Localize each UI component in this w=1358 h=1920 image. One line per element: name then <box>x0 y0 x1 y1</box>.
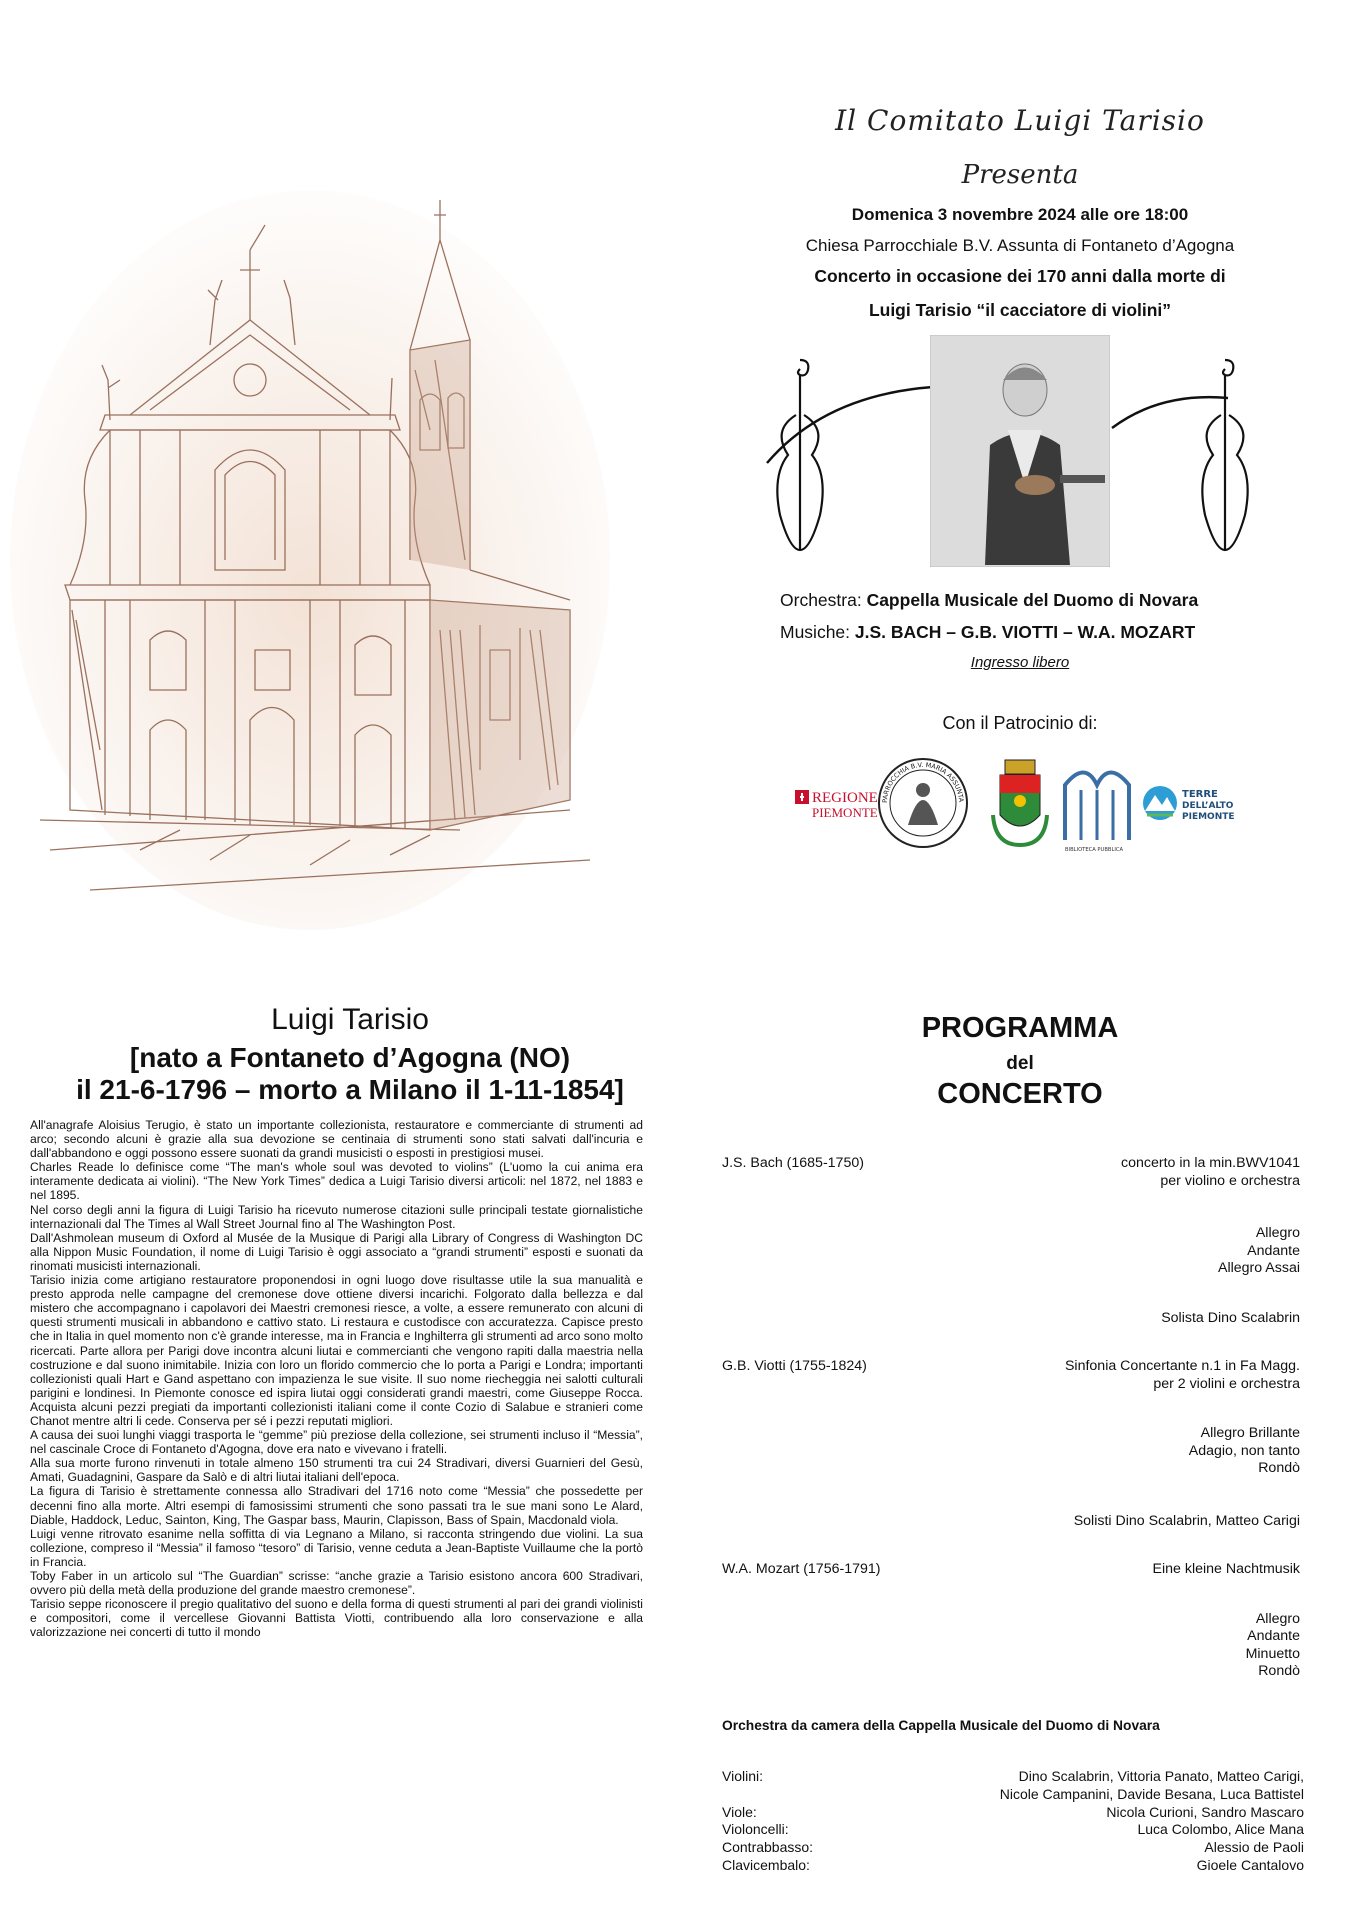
roster-row <box>722 1821 1304 1839</box>
biblioteca-pubblica-logo <box>1065 773 1129 854</box>
orchestra-name: Cappella Musicale del Duomo di Novara <box>866 590 1199 610</box>
program-title: PROGRAMMA <box>921 1012 1119 1044</box>
piece-composer: J.S. Bach (1685-1750) <box>722 1155 864 1171</box>
composers-list: J.S. BACH – G.B. VIOTTI – W.A. MOZART <box>854 622 1196 642</box>
roster-section: Violini: <box>722 1768 763 1784</box>
church-sketch-image <box>10 130 620 930</box>
library-lettering: BIBLIOTECA PUBBLICA <box>1065 847 1124 853</box>
terre-alto-piemonte-logo <box>1143 786 1235 822</box>
piece-composer: W.A. Mozart (1756-1791) <box>722 1561 881 1577</box>
piece-work-detail: per violino e orchestra <box>1160 1172 1300 1189</box>
piece-movement: Allegro Brillante <box>1200 1425 1300 1441</box>
committee-title: Il Comitato Luigi Tarisio <box>835 104 1205 137</box>
roster-row <box>722 1839 1304 1857</box>
roster-section: Clavicembalo: <box>722 1856 810 1873</box>
orchestra-line <box>780 590 1198 611</box>
piece-movement: Andante <box>1247 1242 1300 1259</box>
roster-players: Luca Colombo, Alice Mana <box>1137 1821 1304 1838</box>
roster-row <box>722 1857 1304 1875</box>
piece-movement: Rondò <box>1258 1460 1300 1476</box>
roster-players: Dino Scalabrin, Vittoria Panato, Matteo Carigi, <box>1018 1768 1304 1784</box>
roster-section: Violoncelli: <box>722 1821 789 1838</box>
piemonte-terre-word: PIEMONTE <box>1182 812 1235 822</box>
piece-movement: Andante <box>1247 1628 1300 1644</box>
violin-right-icon <box>1195 355 1255 555</box>
piece-soloists: Solisti Dino Scalabrin, Matteo Carigi <box>1073 1512 1300 1529</box>
piece-movement: Allegro <box>1255 1610 1300 1627</box>
piece-work: Eine kleine Nachtmusik <box>1152 1561 1300 1577</box>
piemonte-word: PIEMONTE <box>812 805 878 820</box>
roster-row <box>722 1804 1304 1822</box>
roster-players: Nicole Campanini, Davide Besana, Luca Battistel <box>999 1785 1304 1802</box>
bio-paragraph: Charles Reade lo definisce come “The man's whole soul was devoted to violins” (L'uomo la cui anima era interamente dedicata ai violini). “The New York Times” dedica a Luigi Tarisio diversi articoli: nel 1872, nel 1883 e nel 1895. <box>30 1160 643 1203</box>
program-del: del <box>1006 1053 1034 1074</box>
bio-paragraph: Tarisio inizia come artigiano restauratore proponendosi in ogni luogo dove risultasse utile la sua manualità e presto approda nelle campagne del cremonese dove ottiene diversi incarichi. Folgorato dalla bellezza e dal mistero che accompagnano i capolavori dei Maestri cremonesi riesce, a volte, a essere remunerato con alcuni di questi strumenti musicali in abbandono e cattivo stato. Li restaura e custodisce con accuratezza. Capisce presto che in Italia in quel momento non c'è grande interesse, ma in Francia e Inghilterra gli strumenti ad arco sono molto ricercati. Parte allora per Parigi dove incontra alcuni liutai e commercianti che vengono rapiti dalla maestria nella costruzione e dal suono inimitabile. Inizia con loro un florido commercio che lo porta a Parigi e Londra; importanti collezionisti quali Hart e Gand aspettano con impazienza le sue visite. Il suo nome riecheggia nei salotti culturali parigini e londinesi. In Piemonte conosce ed ispira liutai oggi considerati grandi maestri, come Giuseppe Rocca. Acquista alcuni pezzi pregiati da importanti collezionisti italiani come il conte Cozio di Salabue e stranieri come Chanot mentre altri li cede. Conserva per sé i pezzi reputati migliori. <box>30 1273 643 1428</box>
seal-lettering: PARROCCHIA B.V. MARIA ASSUNTA <box>880 760 966 804</box>
piece-work-detail: per 2 violini e orchestra <box>1153 1375 1300 1392</box>
municipal-coat-of-arms-logo <box>993 760 1047 845</box>
piece-movement: Adagio, non tanto <box>1188 1442 1300 1459</box>
program-concerto: CONCERTO <box>937 1078 1103 1110</box>
patron-logos <box>795 745 1235 860</box>
regione-word: REGIONE <box>812 790 878 806</box>
bio-paragraph: Alla sua morte furono rinvenuti in totale almeno 150 strumenti tra cui 24 Stradivari, diversi Guarnieri del Gesù, Amati, Guadagnini, Gaspare da Salò e di altri liutai italiani dell'epoca. <box>30 1456 643 1485</box>
bio-paragraph: La figura di Tarisio è strettamente connessa allo Stradivari del 1716 noto come “Messia” che possedette per decenni fino alla morte. Altri esempi di famosissimi strumenti che sono passati tra le sue mani sono Le Alard, Diable, Haddock, Leduc, Sainton, King, The Gaspar bass, Maurin, Clapisson, Bass of Spain, Macdonald viola. <box>30 1484 643 1527</box>
parish-seal-logo <box>879 759 967 847</box>
bio-paragraph: Dall'Ashmolean museum di Oxford al Musée de la Musique di Parigi alla Library of Congress di Washington DC alla Nippon Music Foundation, il nome di Luigi Tarisio è oggi associato a “grandi strumenti” esposti e suonati da rinomati musicisti internazionali. <box>30 1230 643 1273</box>
music-line <box>780 622 1195 643</box>
piece-soloists: Solista Dino Scalabrin <box>1161 1309 1300 1326</box>
piece-movement: Allegro <box>1255 1225 1300 1241</box>
piece-work: Sinfonia Concertante n.1 in Fa Magg. <box>1064 1358 1300 1374</box>
bio-paragraph: Nel corso degli anni la figura di Luigi Tarisio ha ricevuto numerose citazioni sulle principali testate giornalistiche internazionali dal The Times al Wall Street Journal fino al The Washington Post. <box>30 1202 643 1231</box>
ensemble-title: Orchestra da camera della Cappella Musicale del Duomo di Novara <box>722 1718 1160 1733</box>
bio-paragraph: A causa dei suoi lunghi viaggi trasporta le “gemme” più preziose della collezione, sei strumenti incluso il “Messia”, nel cascinale Croce di Fontaneto d'Agogna, dove era nato e vivevano i fratelli. <box>30 1428 643 1457</box>
bio-death-line: il 21-6-1796 – morto a Milano il 1-11-1854] <box>76 1074 624 1105</box>
terre-word: TERRE <box>1182 789 1218 800</box>
piece-movement: Rondò <box>1258 1663 1300 1679</box>
roster-section: Viole: <box>722 1803 757 1820</box>
roster-players: Gioele Cantalovo <box>1196 1856 1304 1873</box>
bio-text <box>30 1118 643 1639</box>
venue-name: Chiesa Parrocchiale B.V. Assunta di Fontaneto d’Agogna <box>805 236 1235 255</box>
roster-row <box>722 1768 1304 1786</box>
bio-paragraph: Toby Faber in un articolo sul “The Guardian” scrisse: “anche grazie a Tarisio esistono ancora 600 Stradivari, ovvero più della metà della produzione del grande maestro cremonese”. <box>30 1569 643 1598</box>
roster-players: Nicola Curioni, Sandro Mascaro <box>1106 1803 1304 1820</box>
luigi-tarisio-portrait-photo <box>930 335 1110 567</box>
concert-title-line1: Concerto in occasione dei 170 anni dalla morte di <box>814 266 1226 286</box>
concert-title-line2: Luigi Tarisio “il cacciatore di violini” <box>868 300 1172 320</box>
orchestra-roster <box>722 1768 1304 1875</box>
concert-date: Domenica 3 novembre 2024 alle ore 18:00 <box>851 205 1189 224</box>
roster-players: Alessio de Paoli <box>1204 1839 1304 1856</box>
regione-piemonte-logo <box>795 790 878 820</box>
piece-composer: G.B. Viotti (1755-1824) <box>722 1358 867 1374</box>
violin-left-icon <box>770 355 830 555</box>
patronage-label: Con il Patrocinio di: <box>942 713 1098 733</box>
orchestra-label: Orchestra: <box>780 590 867 610</box>
bio-paragraph: Tarisio seppe riconoscere il pregio qualitativo del suono e della forma di questi strumenti al pari dei grandi violinisti e compositori, come il vercellese Giovanni Battista Viotti, contribuendo alla loro conservazione e alla valorizzazione nei concerti di tutto il mondo <box>30 1597 643 1640</box>
piece-movement: Minuetto <box>1245 1645 1300 1662</box>
dellalto-word: DELL’ALTO <box>1182 801 1234 811</box>
roster-section: Contrabbasso: <box>722 1839 814 1856</box>
roster-row <box>722 1786 1304 1804</box>
bio-title: Luigi Tarisio <box>271 1003 429 1036</box>
music-label: Musiche: <box>780 622 855 642</box>
bio-birth-line: [nato a Fontaneto d’Agogna (NO) <box>129 1042 571 1073</box>
piece-movement: Allegro Assai <box>1217 1260 1300 1276</box>
bio-paragraph: All'anagrafe Aloisius Terugio, è stato un importante collezionista, restauratore e commerciante di strumenti ad arco; secondo alcuni è grazie alla sua devozione se centinaia di strumenti sono stati salvati dall'incuria e dall'abbandono e oggi possono essere suonati da grandi musicisti o esposti in prestigiosi musei. <box>30 1118 643 1161</box>
presents-label: Presenta <box>961 160 1079 190</box>
bio-paragraph: Luigi venne ritrovato esanime nella soffitta di via Legnano a Milano, si racconta stringendo due violini. La sua collezione, compreso il “Messia” il famoso “tesoro” di Tarisio, venne ceduta a Jean-Baptiste Vuillaume che la portò in Francia. <box>30 1526 643 1569</box>
piece-work: concerto in la min.BWV1041 <box>1120 1155 1300 1171</box>
free-entry-note: Ingresso libero <box>970 654 1070 671</box>
